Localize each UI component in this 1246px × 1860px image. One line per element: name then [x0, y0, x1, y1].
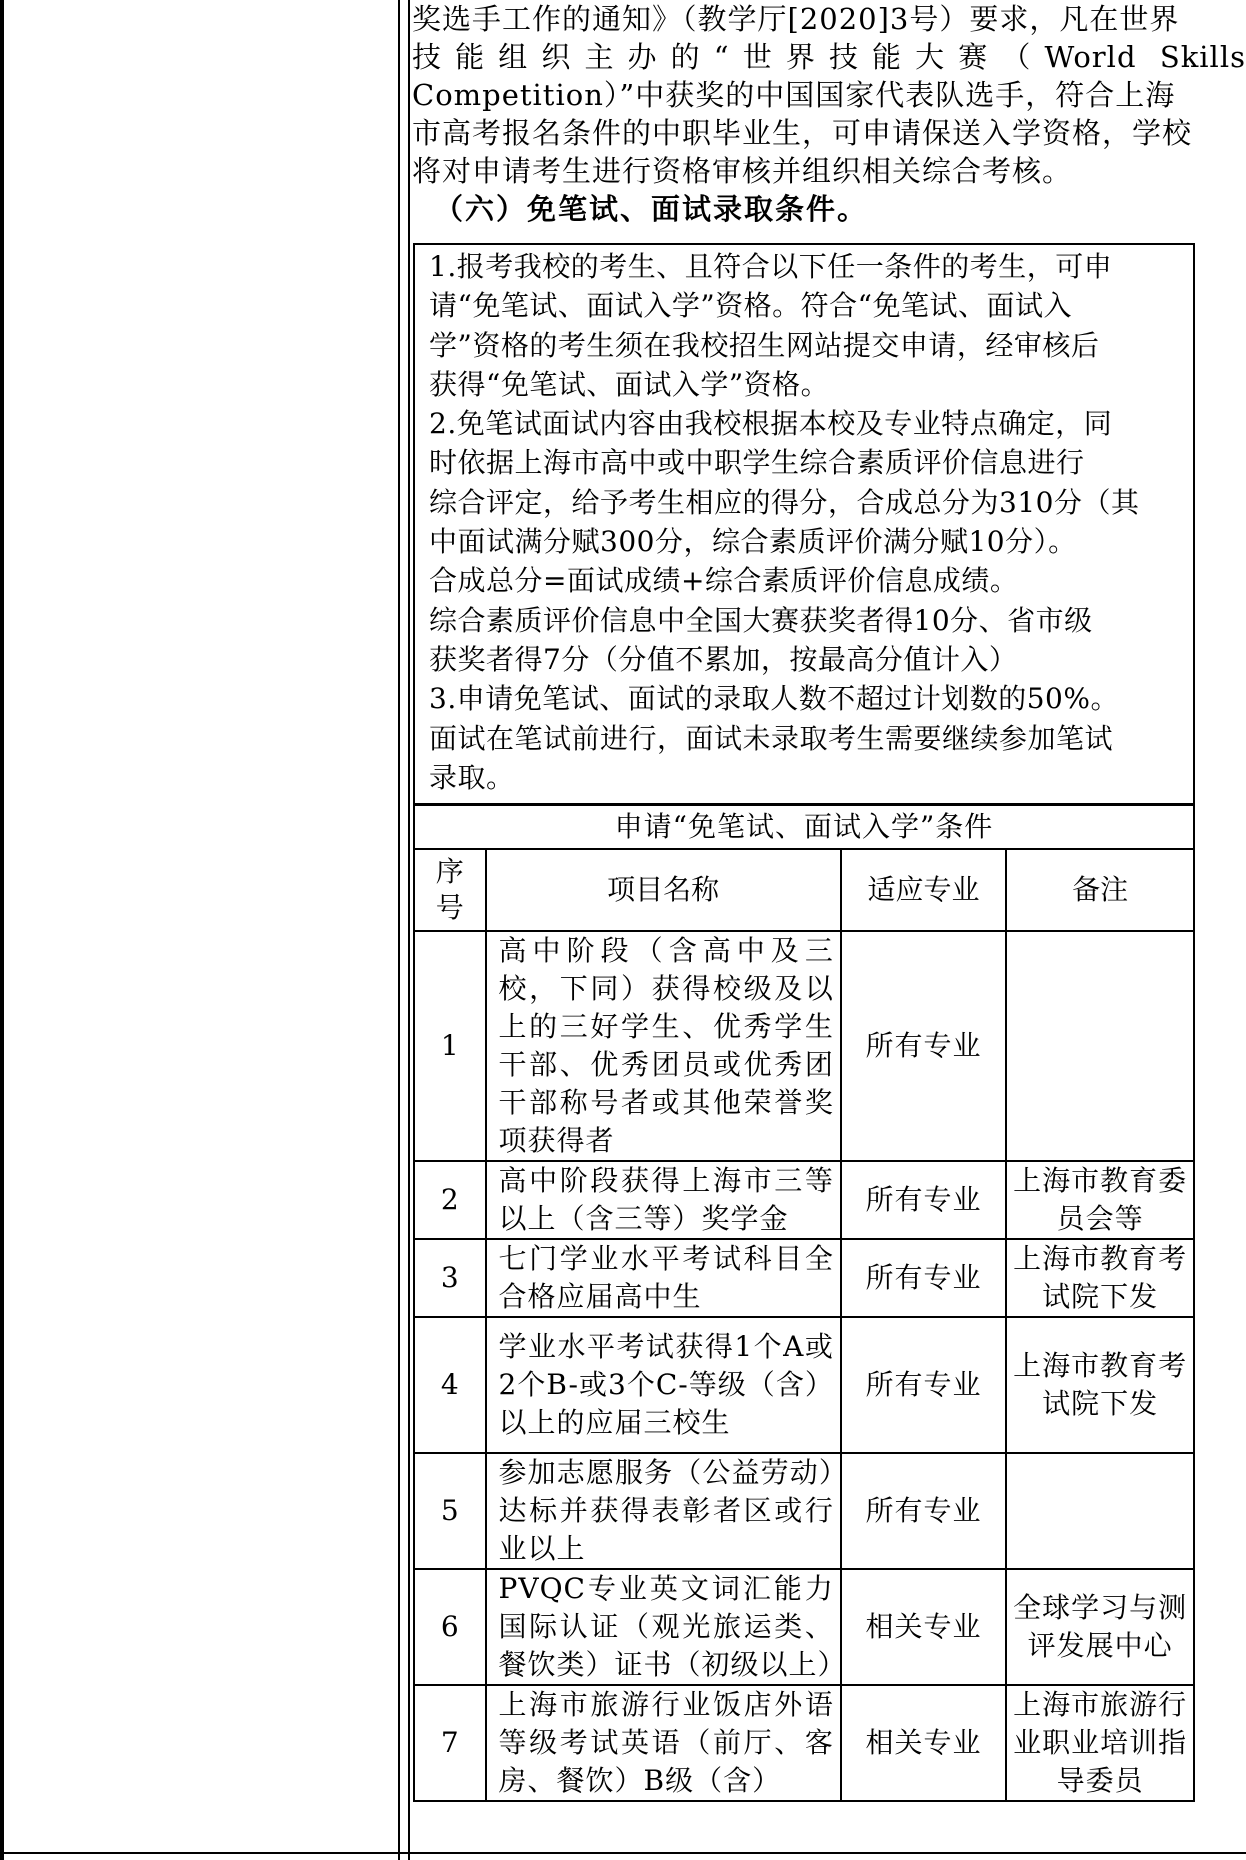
- conditions-line: 综合评定，给予考生相应的得分，合成总分为310分（其: [429, 485, 1140, 519]
- row-name: PVQC专业英文词汇能力国际认证（观光旅运类、餐饮类）证书（初级以上）: [486, 1569, 841, 1685]
- intro-line: 市高考报名条件的中职毕业生，可申请保送入学资格，学校: [412, 116, 1193, 150]
- conditions-line: 1.报考我校的考生、且符合以下任一条件的考生，可申: [429, 250, 1113, 283]
- row-no: 1: [414, 931, 486, 1161]
- row-note: 上海市教育考试院下发: [1006, 1239, 1194, 1317]
- table-caption-row: [414, 805, 1194, 849]
- row-name: 七门学业水平考试科目全合格应届高中生: [486, 1239, 841, 1317]
- row-major: 所有专业: [841, 1161, 1006, 1239]
- row-no: 7: [414, 1685, 486, 1801]
- row-name: 参加志愿服务（公益劳动）达标并获得表彰者区或行业以上: [486, 1453, 841, 1569]
- conditions-line: 合成总分=面试成绩+综合素质评价信息成绩。: [429, 564, 1019, 598]
- conditions-line: 面试在笔试前进行，面试未录取考生需要继续参加笔试: [429, 721, 1114, 755]
- header-major: 适应专业: [841, 849, 1006, 931]
- conditions-box: [413, 243, 1195, 805]
- intro-paragraph: [412, 0, 1246, 228]
- row-note: 全球学习与测评发展中心: [1006, 1569, 1194, 1685]
- conditions-line: 请“免笔试、面试入学”资格。符合“免笔试、面试入: [429, 289, 1072, 323]
- table-row: [414, 1317, 1194, 1453]
- row-note: 上海市教育委员会等: [1006, 1161, 1194, 1239]
- table-row: [414, 931, 1194, 1161]
- bottom-border-line: [0, 1852, 1246, 1854]
- section-heading: （六）免笔试、面试录取条件。: [434, 192, 869, 226]
- intro-line: 技能组织主办的“世界技能大赛（World Skills: [412, 40, 1246, 74]
- conditions-line: 中面试满分赋300分，综合素质评价满分赋10分）。: [429, 525, 1077, 559]
- table-header-row: [414, 849, 1194, 931]
- row-note: 上海市旅游行业职业培训指导委员: [1006, 1685, 1194, 1801]
- intro-line: 将对申请考生进行资格审核并组织相关综合考核。: [412, 154, 1073, 188]
- table-row: [414, 1453, 1194, 1569]
- conditions-line: 获得“免笔试、面试入学”资格。: [429, 367, 830, 401]
- row-major: 所有专业: [841, 1453, 1006, 1569]
- table-row: [414, 1569, 1194, 1685]
- header-no: 序号: [414, 849, 486, 931]
- row-no: 5: [414, 1453, 486, 1569]
- conditions-line: 2.免笔试面试内容由我校根据本校及专业特点确定，同: [429, 407, 1113, 441]
- row-name: 上海市旅游行业饭店外语等级考试英语（前厅、客房、餐饮）B级（含）: [486, 1685, 841, 1801]
- row-note: [1006, 931, 1194, 1161]
- conditions-text: [415, 245, 1193, 797]
- conditions-line: 时依据上海市高中或中职学生综合素质评价信息进行: [429, 446, 1085, 480]
- table-row: [414, 1239, 1194, 1317]
- row-name: 学业水平考试获得1个A或2个B-或3个C-等级（含）以上的应届三校生: [486, 1317, 841, 1453]
- table-row: [414, 1161, 1194, 1239]
- row-major: 所有专业: [841, 931, 1006, 1161]
- row-major: 所有专业: [841, 1239, 1006, 1317]
- conditions-line: 录取。: [429, 760, 515, 794]
- header-name: 项目名称: [486, 849, 841, 931]
- row-no: 6: [414, 1569, 486, 1685]
- row-major: 相关专业: [841, 1685, 1006, 1801]
- intro-line: Competition）”中获奖的中国国家代表队选手，符合上海: [412, 78, 1176, 112]
- conditions-line: 综合素质评价信息中全国大赛获奖者得10分、省市级: [429, 603, 1093, 637]
- intro-line: 奖选手工作的通知》（教学厅[2020]3号）要求，凡在世界: [412, 2, 1180, 36]
- row-no: 3: [414, 1239, 486, 1317]
- row-major: 所有专业: [841, 1317, 1006, 1453]
- table-caption: 申请“免笔试、面试入学”条件: [414, 805, 1194, 849]
- conditions-table: [413, 804, 1195, 1802]
- header-note: 备注: [1006, 849, 1194, 931]
- left-border-line: [0, 0, 4, 1860]
- conditions-line: 学”资格的考生须在我校招生网站提交申请，经审核后: [429, 328, 1100, 362]
- row-no: 2: [414, 1161, 486, 1239]
- column-divider-line: [398, 0, 400, 1860]
- row-note: 上海市教育考试院下发: [1006, 1317, 1194, 1453]
- row-major: 相关专业: [841, 1569, 1006, 1685]
- row-name: 高中阶段（含高中及三校，下同）获得校级及以上的三好学生、优秀学生干部、优秀团员或优秀团干部称号者或其他荣誉奖项获得者: [486, 931, 841, 1161]
- table-row: [414, 1685, 1194, 1801]
- row-no: 4: [414, 1317, 486, 1453]
- column-divider-line-inner: [408, 0, 410, 1860]
- row-note: [1006, 1453, 1194, 1569]
- conditions-line: 3.申请免笔试、面试的录取人数不超过计划数的50%。: [429, 682, 1119, 716]
- row-name: 高中阶段获得上海市三等以上（含三等）奖学金: [486, 1161, 841, 1239]
- conditions-line: 获奖者得7分（分值不累加，按最高分值计入）: [429, 642, 1018, 676]
